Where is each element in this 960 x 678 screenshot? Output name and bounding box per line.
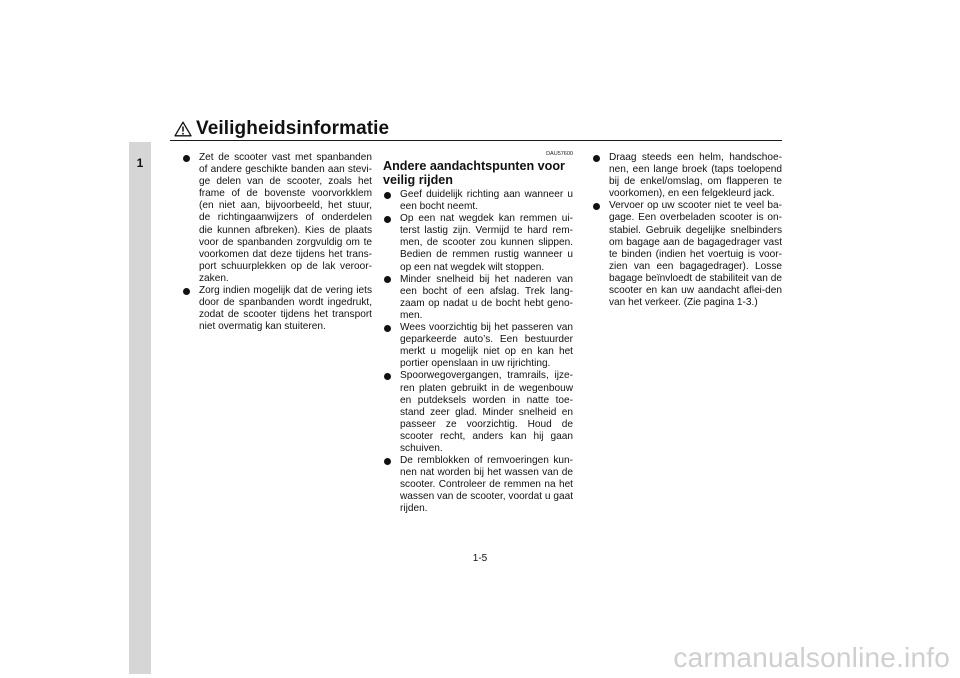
chapter-tab: [129, 142, 151, 674]
chapter-number: 1: [136, 156, 144, 170]
list-item: Spoorwegovergangen, tramrails, ijze-ren platen gebruikt in de wegenbouw en putdeksels worden in natte toe-stand zeer glad. Minder snelheid en passeer ze voorzichtig. Houd de scooter recht, anders kan hij gaan schuiven.: [383, 370, 573, 455]
warning-triangle-icon: [174, 121, 192, 137]
list-item: De remblokken of remvoeringen kun-nen nat worden bij het wassen van de scooter. Controleer de remmen na het wassen van de scooter, voordat u gaat rijden.: [383, 455, 573, 515]
list-item: Wees voorzichtig bij het passeren van geparkeerde auto’s. Een bestuurder merkt u mogelijk niet op en kan het portier openslaan in uw rijrichting.: [383, 322, 573, 370]
text-column-2: [383, 151, 573, 516]
bullet-icon: [384, 373, 391, 380]
bullet-list: [182, 152, 372, 333]
bullet-icon: [183, 288, 190, 295]
list-item: Vervoer op uw scooter niet te veel ba-gage. Een overbeladen scooter is on-stabiel. Gebruik degelijke snelbinders om bagage aan de bagagedrager vast te binden (indien het voertuig is voor-zien van een bagagedrager). Losse bagage beïnvloedt de stabiliteit van de scooter en kan uw aandacht aflei-den van het verkeer. (Zie pagina 1-3.): [592, 200, 782, 309]
bullet-icon: [593, 155, 600, 162]
section-heading: Andere aandachtspunten voor veilig rijden: [383, 159, 565, 187]
bullet-icon: [384, 458, 391, 465]
bullet-icon: [384, 325, 391, 332]
list-item: Op een nat wegdek kan remmen ui-terst lastig zijn. Vermijd te hard rem-men, de scooter zou kunnen slippen. Bedien de remmen rustig wanneer u op een nat wegdek wilt stoppen.: [383, 213, 573, 273]
page-title: Veiligheidsinformatie: [196, 118, 390, 139]
bullet-icon: [384, 216, 391, 223]
list-item: Minder snelheid bij het naderen van een bocht of een afslag. Trek lang-zaam op nadat u de bocht hebt geno-men.: [383, 274, 573, 322]
bullet-icon: [183, 155, 190, 162]
list-item: Draag steeds een helm, handschoe-nen, een lange broek (taps toelopend bij de enkel/omslag, om flapperen te voorkomen), en een felgekleurd jack.: [592, 152, 782, 200]
header-divider: [170, 140, 782, 141]
page-number: 1-5: [472, 553, 488, 564]
bullet-icon: [384, 192, 391, 199]
watermark: carmanualsonline.info: [673, 642, 950, 673]
bullet-icon: [593, 203, 600, 210]
text-column-1: [182, 152, 372, 333]
list-item: Zet de scooter vast met spanbanden of andere geschikte banden aan stevi-ge delen van de scooter, zoals het frame of de bovenste voorvorkklem (en niet aan, bijvoorbeeld, het stuur, de richtingaanwijzers of onderdelen die kunnen afbreken). Kies de plaats voor de spanbanden zorgvuldig om te voorkomen dat deze tijdens het trans-port schuurplekken op de lak veroor-zaken.: [182, 152, 372, 285]
bullet-icon: [384, 276, 391, 283]
page-header: [174, 118, 389, 140]
list-item: Zorg indien mogelijk dat de vering iets door de spanbanden wordt ingedrukt, zodat de scooter tijdens het transport niet overmatig kan stuiteren.: [182, 285, 372, 333]
bullet-list: [592, 152, 782, 309]
bullet-list: [383, 189, 573, 516]
list-item: Geef duidelijk richting aan wanneer u een bocht neemt.: [383, 189, 573, 213]
document-code: DAU57600: [546, 151, 573, 157]
text-column-3: [592, 152, 782, 309]
